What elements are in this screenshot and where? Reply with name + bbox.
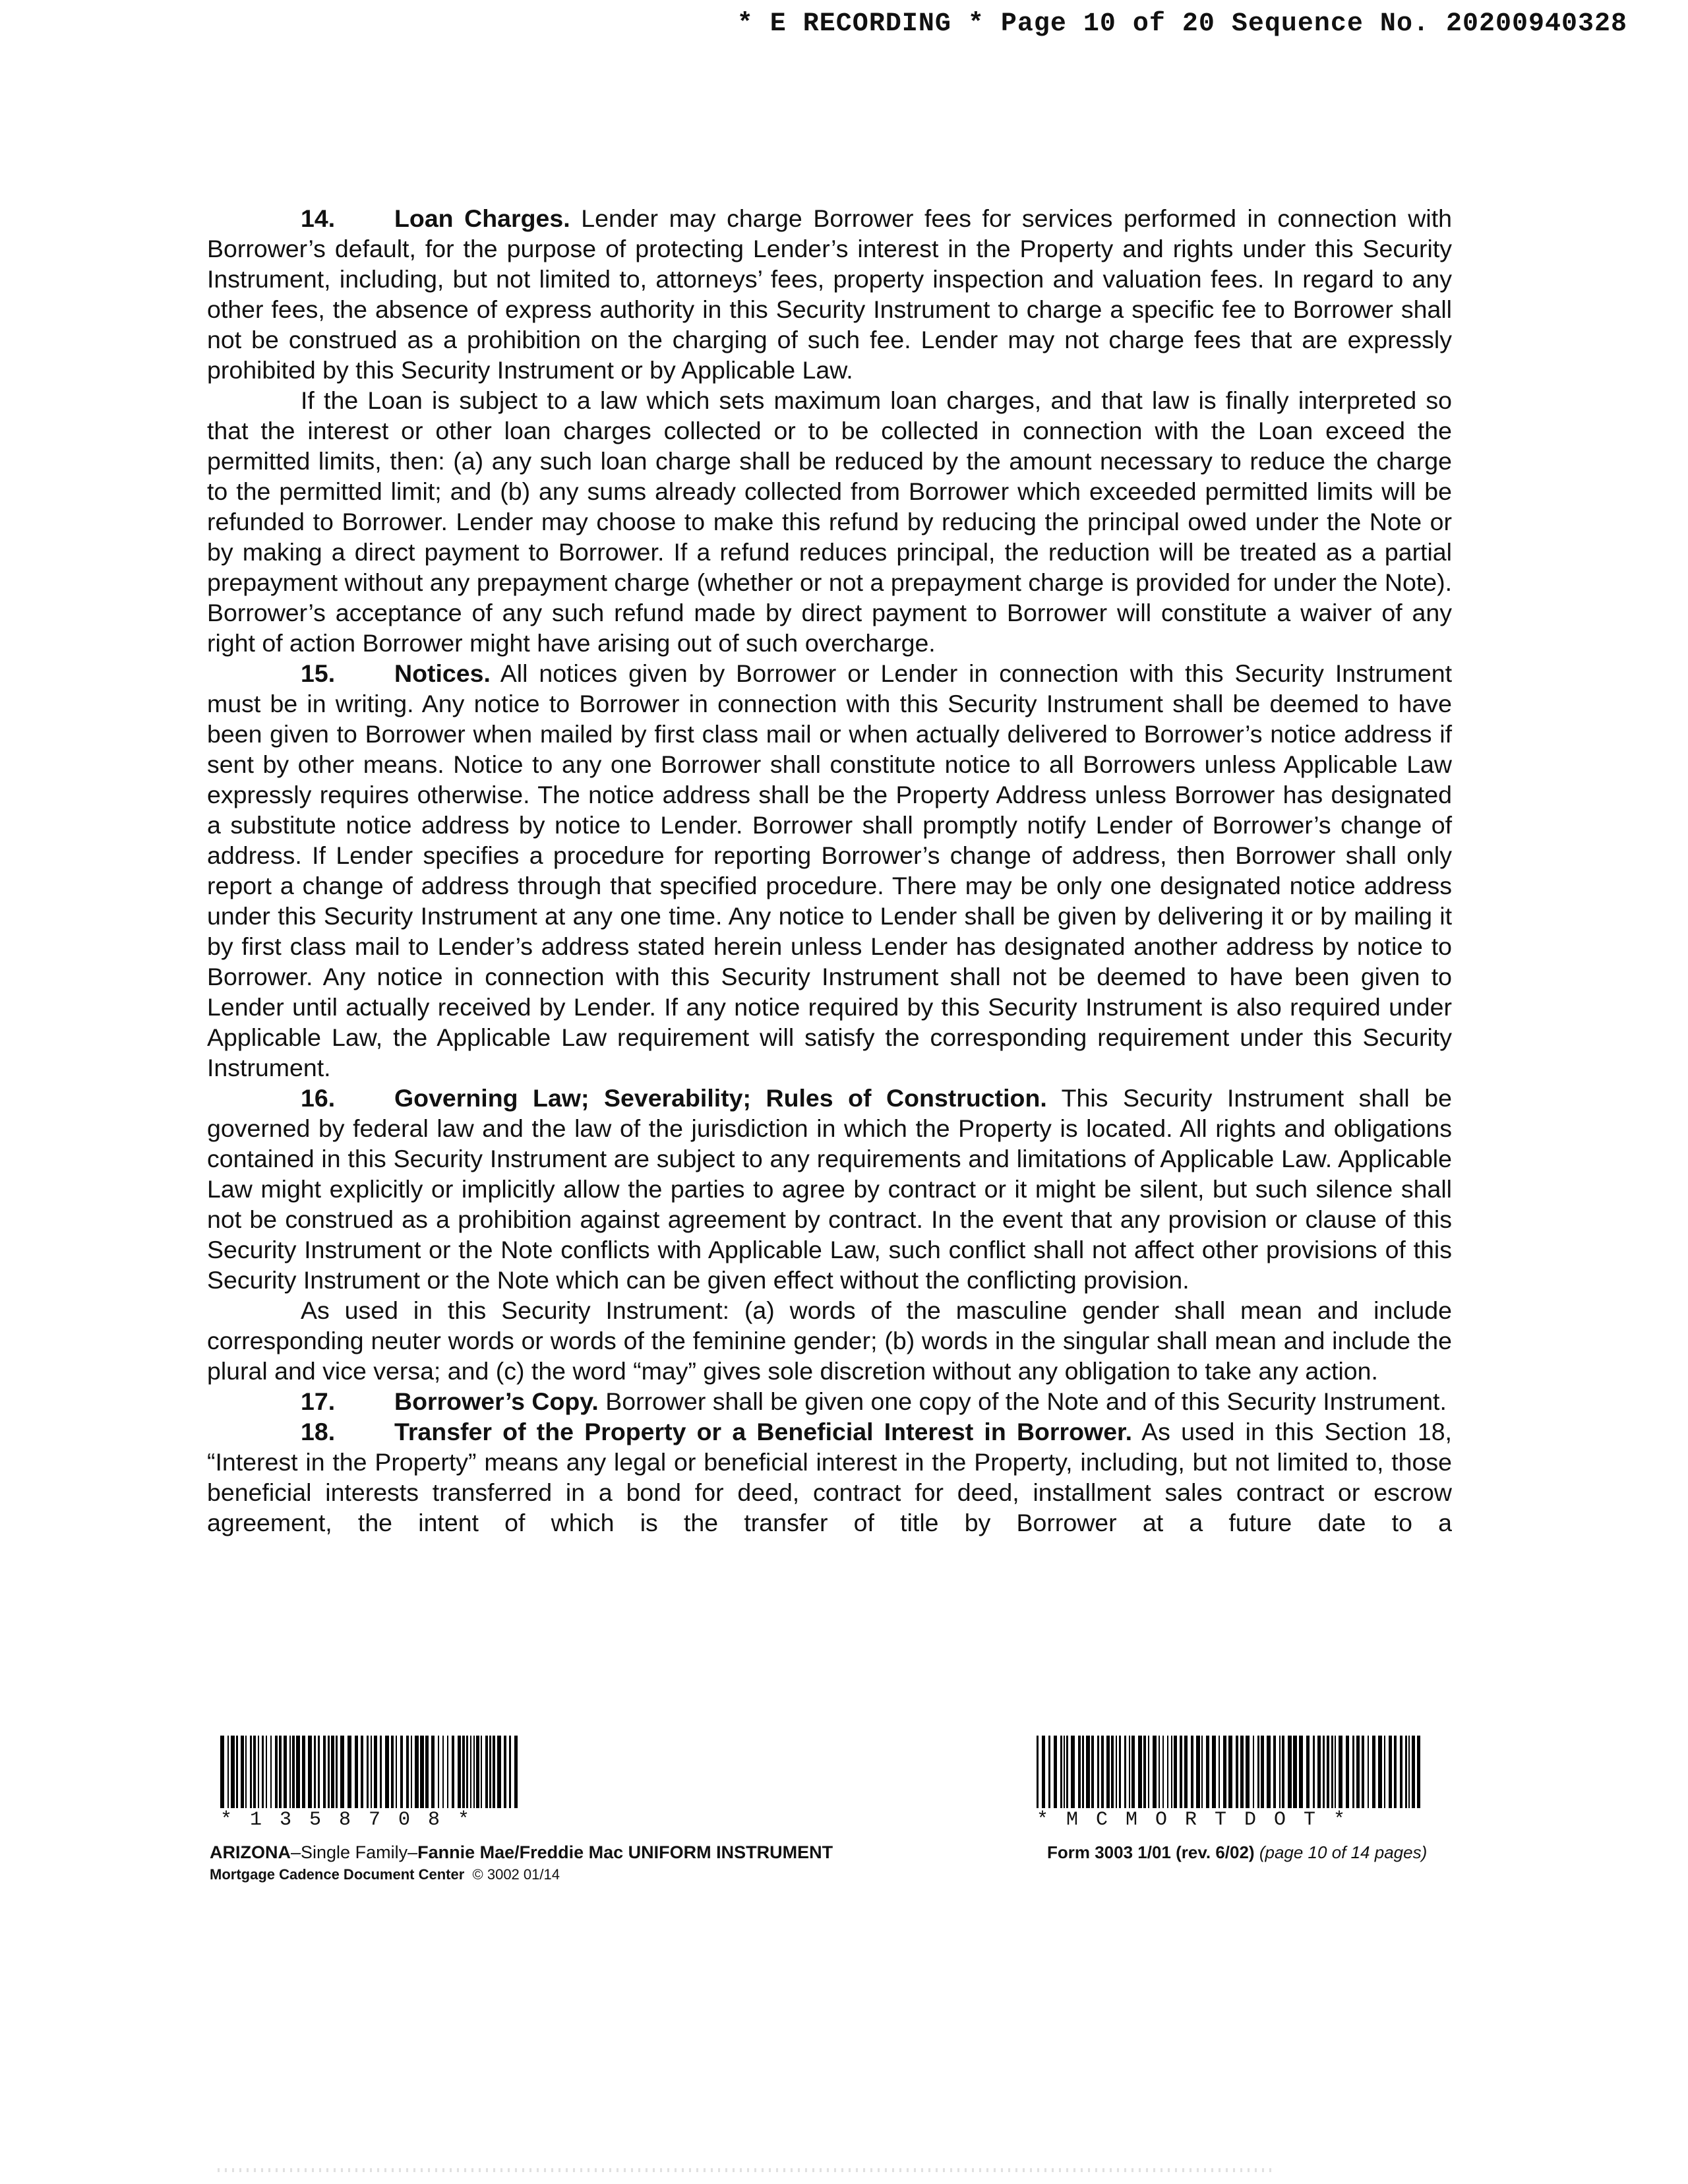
barcode-bar (236, 1736, 238, 1808)
barcode-bar (1101, 1736, 1104, 1808)
barcode-bar (1184, 1736, 1188, 1808)
barcode-bar (1042, 1736, 1045, 1808)
barcode-bar (1138, 1736, 1142, 1808)
barcode-bar (431, 1736, 435, 1808)
barcode-bar (1162, 1736, 1164, 1808)
barcode-bar (314, 1736, 316, 1808)
barcode-bar (420, 1736, 424, 1808)
barcode-bar (497, 1736, 501, 1808)
barcode-bar (1191, 1736, 1193, 1808)
barcode-bar (1408, 1736, 1410, 1808)
barcode-bar (1389, 1736, 1392, 1808)
barcode-bar (470, 1736, 471, 1808)
barcode-bar (1171, 1736, 1172, 1808)
barcode-bar (374, 1736, 377, 1808)
barcode-bar (1412, 1736, 1415, 1808)
barcode-bar (462, 1736, 465, 1808)
barcode-bar (231, 1736, 235, 1808)
barcode-bar (1223, 1736, 1226, 1808)
barcode-bar (371, 1736, 372, 1808)
barcode-bar (361, 1736, 363, 1808)
barcode-bar (302, 1736, 305, 1808)
barcode-bar (1331, 1736, 1333, 1808)
barcode-bar (504, 1736, 506, 1808)
section-14-paragraph-2: If the Loan is subject to a law which sets maximum loan charges, and that law is finally interpreted so that the interest or other loan charges collected or to be collected in connection with the Loan exceed the permitted limits, then: (a) any such loan charge shall be reduced by the amount necessary to reduce the charge to the permitted limit; and (b) any sums already collected from Borrower which exceeded permitted limits will be refunded to Borrower. Lender may choose to make this refund by reducing the principal owed under the Note or by making a direct payment to Borrower. If a refund reduces principal, the reduction will be treated as a partial prepayment without any prepayment charge (whether or not a prepayment charge is provided for under the Note). Borrower’s acceptance of any such refund made by direct payment to Borrower will constitute a waiver of any right of action Borrower might have arising out of such overcharge. (207, 386, 1452, 657)
barcode-bar (1288, 1736, 1292, 1808)
barcode-bar (1097, 1736, 1099, 1808)
barcode-bar (489, 1736, 491, 1808)
barcode-bar (438, 1736, 439, 1808)
barcode-bar (340, 1736, 344, 1808)
scan-artifact (218, 2168, 1273, 2172)
barcode-bar (466, 1736, 468, 1808)
barcode-bar (1037, 1736, 1039, 1808)
barcode-bar (485, 1736, 488, 1808)
barcode-bar (411, 1736, 412, 1808)
section-18-paragraph (207, 1416, 1452, 1538)
barcode-bar (514, 1736, 518, 1808)
section-15-paragraph (207, 658, 1452, 1083)
barcode-bar (442, 1736, 444, 1808)
barcode-bar (1394, 1736, 1397, 1808)
barcode-bar (1267, 1736, 1271, 1808)
barcode-bar (1417, 1736, 1420, 1808)
left-barcode-block (220, 1736, 520, 1831)
barcode-bar (241, 1736, 244, 1808)
section-number: 16. (301, 1084, 336, 1112)
barcode-bar (318, 1736, 320, 1808)
barcode-bar (1124, 1736, 1126, 1808)
barcode-bar (292, 1736, 295, 1808)
barcode-bar (1372, 1736, 1375, 1808)
barcode-bar (1219, 1736, 1220, 1808)
section-heading: Transfer of the Property or a Beneficial Interest in Borrower. (394, 1418, 1132, 1445)
barcode-bar (1362, 1736, 1364, 1808)
footer-state: ARIZONA (210, 1842, 291, 1862)
barcode-bar (1368, 1736, 1369, 1808)
barcode-bar (253, 1736, 256, 1808)
barcode-bar (308, 1736, 312, 1808)
barcode-bar (1313, 1736, 1315, 1808)
barcode-bar (1129, 1736, 1130, 1808)
barcode-bar (385, 1736, 389, 1808)
barcode-bar (323, 1736, 326, 1808)
footer-family: –Single Family– (291, 1842, 418, 1862)
barcode-bar (328, 1736, 330, 1808)
barcode-bar (1106, 1736, 1110, 1808)
section-number: 15. (301, 659, 336, 687)
section-number: 14. (301, 204, 336, 232)
barcode-bar (1174, 1736, 1177, 1808)
barcode-bar (1299, 1736, 1303, 1808)
barcode-bar (476, 1736, 479, 1808)
barcode-bar (1273, 1736, 1276, 1808)
barcode-bar (425, 1736, 429, 1808)
barcode-bar (1293, 1736, 1297, 1808)
barcode-bar (1054, 1736, 1057, 1808)
barcode-bar (347, 1736, 351, 1808)
barcode-left (220, 1736, 520, 1808)
section-number: 18. (301, 1418, 336, 1445)
barcode-bar (1282, 1736, 1284, 1808)
barcode-bar (1064, 1736, 1065, 1808)
barcode-bar (1148, 1736, 1149, 1808)
barcode-bar (1384, 1736, 1385, 1808)
barcode-bar (266, 1736, 267, 1808)
barcode-bar (1246, 1736, 1250, 1808)
section-text: As used in this Section 18, “Interest in the Property” means any legal or beneficial interest in the Property, including, but not limited to, those beneficial interests transferred in a bond for deed, contract for deed, installment sales contract or escrow agreement, the intent of which is the transfer of title by Borrower at a future date to a (207, 1418, 1452, 1536)
footer-form-number: Form 3003 1/01 (rev. 6/02) (1047, 1842, 1255, 1862)
barcode-bar (452, 1736, 454, 1808)
barcode-bar (1111, 1736, 1114, 1808)
barcode-bar (1153, 1736, 1157, 1808)
barcode-bar (270, 1736, 272, 1808)
section-text: Borrower shall be given one copy of the Note and of this Security Instrument. (605, 1387, 1447, 1415)
section-16-paragraph (207, 1083, 1452, 1295)
barcode-bar (1048, 1736, 1050, 1808)
barcode-bar (391, 1736, 394, 1808)
barcode-bar (1078, 1736, 1081, 1808)
barcode-bar (1180, 1736, 1182, 1808)
barcode-bar (1236, 1736, 1238, 1808)
barcode-bar (1091, 1736, 1094, 1808)
barcode-bar (447, 1736, 448, 1808)
barcode-bar (396, 1736, 397, 1808)
barcode-bar (258, 1736, 259, 1808)
barcode-bar (250, 1736, 252, 1808)
barcode-bar (1228, 1736, 1232, 1808)
barcode-bar (1356, 1736, 1360, 1808)
barcode-bar (473, 1736, 475, 1808)
barcode-bar (493, 1736, 495, 1808)
footer-page-count: (page 10 of 14 pages) (1259, 1842, 1428, 1862)
barcode-bar (336, 1736, 338, 1808)
footer-left (210, 1841, 833, 1886)
footer-form-version: © 3002 01/14 (472, 1866, 560, 1883)
barcode-bar (1159, 1736, 1160, 1808)
footer-instrument-line (210, 1841, 833, 1864)
barcode-bar (1279, 1736, 1281, 1808)
barcode-bar (284, 1736, 287, 1808)
document-body (207, 203, 1452, 1538)
barcode-bar (415, 1736, 419, 1808)
section-16-paragraph-2: As used in this Security Instrument: (a) words of the masculine gender shall mean and include corresponding neuter words or words of the feminine gender; (b) words in the singular shall mean and include the plural and vice versa; and (c) the word “may” gives sole discretion without any obligation to take any action. (207, 1296, 1452, 1385)
section-heading: Borrower’s Copy. (394, 1387, 599, 1415)
barcode-bar (1323, 1736, 1325, 1808)
barcode-bar (1212, 1736, 1216, 1808)
footer-doc-center-line (210, 1864, 833, 1886)
footer-doc-center: Mortgage Cadence Document Center (210, 1866, 465, 1883)
barcode-bar (1317, 1736, 1321, 1808)
barcode-bar (1400, 1736, 1402, 1808)
barcode-bar (1116, 1736, 1117, 1808)
barcode-bar (1378, 1736, 1382, 1808)
right-barcode-block (1037, 1736, 1423, 1831)
barcode-bar (1206, 1736, 1209, 1808)
barcode-bar (1306, 1736, 1310, 1808)
section-number: 17. (301, 1387, 336, 1415)
barcode-bar (400, 1736, 403, 1808)
barcode-right (1037, 1736, 1423, 1808)
barcode-bar (1346, 1736, 1349, 1808)
barcode-bar (275, 1736, 278, 1808)
barcode-bar (245, 1736, 247, 1808)
recording-header: * E RECORDING * Page 10 of 20 Sequence No. 20200940328 (737, 9, 1627, 39)
barcode-bar (509, 1736, 511, 1808)
barcode-bar (331, 1736, 334, 1808)
section-17-paragraph (207, 1386, 1452, 1416)
barcode-bar (220, 1736, 224, 1808)
section-text: This Security Instrument shall be governed by federal law and the law of the jurisdiction in which the Property is located. All rights and obligations contained in this Security Instrument are subject to any requirements and limitations of Applicable Law. Applicable Law might explicitly or implicitly allow the parties to agree by contract or it might be silent, but such silence shall not be construed as a prohibition against agreement by contract. In the event that any provision or clause of this Security Instrument or the Note conflicts with Applicable Law, such conflict shall not affect other provisions of this Security Instrument or the Note which can be given effect without the conflicting provision. (207, 1084, 1452, 1294)
barcode-bar (1257, 1736, 1259, 1808)
barcode-bar (262, 1736, 264, 1808)
barcode-bar (367, 1736, 369, 1808)
barcode-bar (1066, 1736, 1068, 1808)
section-14-paragraph (207, 203, 1452, 385)
barcode-bar (289, 1736, 291, 1808)
barcode-bar (1201, 1736, 1203, 1808)
section-text: All notices given by Borrower or Lender in connection with this Security Instrument must be in writing. Any notice to Borrower in connection with this Security Instrument shall be deemed to have been given to Borrower when mailed by first class mail or when actually delivered to Borrower’s notice address if sent by other means. Notice to any one Borrower shall constitute notice to all Borrowers unless Applicable Law expressly requires otherwise. The notice address shall be the Property Address unless Borrower has designated a substitute notice address by notice to Lender. Borrower shall promptly notify Lender of Borrower’s change of address. If Lender specifies a procedure for reporting Borrower’s change of address, then Borrower shall only report a change of address through that specified procedure. There may be only one designated notice address under this Security Instrument at any one time. Any notice to Lender shall be given by delivering it or by mailing it by first class mail to Lender’s address stated herein unless Lender has designated another address by notice to Borrower. Any notice in connection with this Security Instrument shall not be deemed to have been given to Lender until actually received by Lender. If any notice required by this Security Instrument is also required under Applicable Law, the Applicable Law requirement will satisfy the corresponding requirement under this Security Instrument. (207, 659, 1452, 1081)
section-heading: Loan Charges. (394, 204, 570, 232)
barcode-bar (481, 1736, 482, 1808)
barcode-bar (279, 1736, 282, 1808)
section-heading: Governing Law; Severability; Rules of Construction. (394, 1084, 1047, 1112)
section-heading: Notices. (394, 659, 491, 687)
barcode-bar (458, 1736, 461, 1808)
barcode-right-caption: *MCMORTDOT* (1037, 1809, 1364, 1831)
barcode-bar (380, 1736, 382, 1808)
barcode-bar (1261, 1736, 1264, 1808)
barcode-bar (1339, 1736, 1342, 1808)
barcode-bar (1119, 1736, 1121, 1808)
footer-right (1047, 1841, 1427, 1864)
barcode-bar (1352, 1736, 1354, 1808)
barcode-bar (406, 1736, 409, 1808)
barcode-bar (1131, 1736, 1135, 1808)
barcode-bar (227, 1736, 229, 1808)
barcode-bar (1086, 1736, 1090, 1808)
barcode-left-caption: *1358708* (220, 1809, 488, 1831)
barcode-bar (1405, 1736, 1407, 1808)
barcode-bar (1196, 1736, 1200, 1808)
barcode-bar (1335, 1736, 1336, 1808)
barcode-bar (1167, 1736, 1168, 1808)
barcode-bar (1082, 1736, 1084, 1808)
barcode-bar (296, 1736, 300, 1808)
footer-instrument: Fannie Mae/Freddie Mac UNIFORM INSTRUMENT (417, 1842, 833, 1862)
barcode-bar (1071, 1736, 1075, 1808)
barcode-bar (1327, 1736, 1329, 1808)
barcode-bar (355, 1736, 358, 1808)
barcode-bar (1240, 1736, 1244, 1808)
barcode-bar (1060, 1736, 1062, 1808)
section-text: Lender may charge Borrower fees for services performed in connection with Borrower’s default, for the purpose of protecting Lender’s interest in the Property and rights under this Security Instrument, including, but not limited to, attorneys’ fees, property inspection and valuation fees. In regard to any other fees, the absence of express authority in this Security Instrument to charge a specific fee to Borrower shall not be construed as a prohibition on the charging of such fee. Lender may not charge fees that are expressly prohibited by this Security Instrument or by Applicable Law. (207, 204, 1452, 384)
barcode-bar (1143, 1736, 1146, 1808)
barcode-bar (1253, 1736, 1254, 1808)
